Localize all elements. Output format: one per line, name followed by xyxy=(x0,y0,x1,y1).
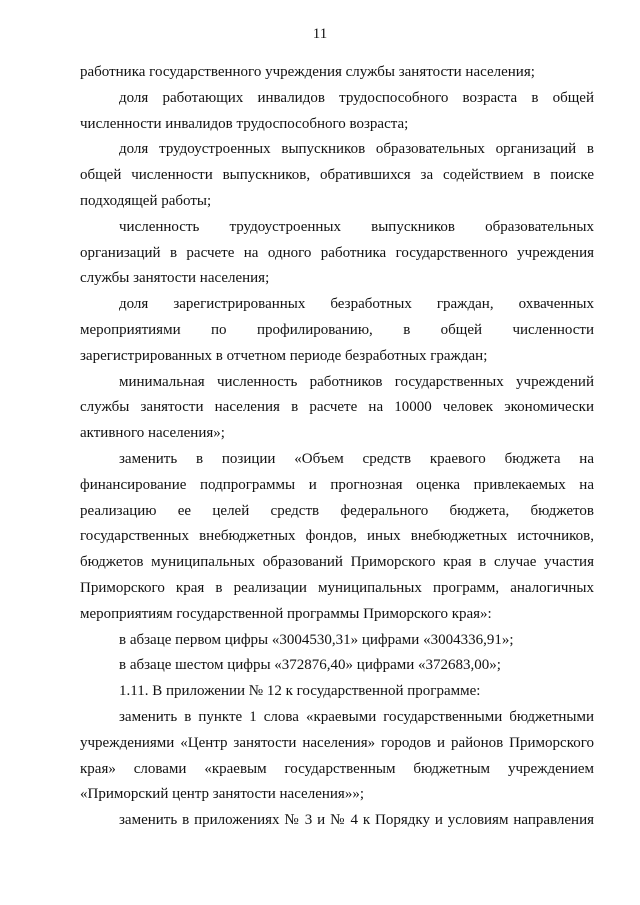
paragraph-minimum-staff: минимальная численность работников государственных учреждений службы занятости населения в расчете на 10000 человек экономически активного населения»; xyxy=(80,373,594,442)
paragraph-replace-appendices: заменить в приложениях № 3 и № 4 к Порядку и условиям направления xyxy=(119,812,594,829)
page-number: 11 xyxy=(312,26,328,42)
paragraph-sixth-indent-figures: в абзаце шестом цифры «372876,40» цифрами «372683,00»; xyxy=(119,657,501,674)
paragraph-continuation: работника государственного учреждения службы занятости населения; xyxy=(80,64,535,80)
paragraph-profiling-share: доля зарегистрированных безработных граждан, охваченных мероприятиями по профилированию, в общей численности зарегистрированных в отчетном периоде безработных граждан; xyxy=(80,296,594,364)
paragraph-disabled-employment-share: доля работающих инвалидов трудоспособного возраста в общей численности инвалидов трудоспособного возраста; xyxy=(80,89,594,132)
document-body xyxy=(80,60,594,834)
paragraph-replace-point-1: заменить в пункте 1 слова «краевыми государственными бюджетными учреждениями «Центр занятости населения» городов и районов Приморского края» словами «краевым государственным бюджетным учреждением «Приморский центр занятости населения»»; xyxy=(80,708,594,803)
paragraph-first-indent-figures: в абзаце первом цифры «3004530,31» цифрами «3004336,91»; xyxy=(119,631,514,648)
paragraph-replace-budget-position: заменить в позиции «Объем средств краевого бюджета на финансирование подпрограммы и прогнозная оценка привлекаемых на реализацию ее целей средств федерального бюджета, бюджетов государственных внебюджетных фондов, иных внебюджетных источников, бюджетов муниципальных образований Приморского края в случае участия Приморского края в реализации муниципальных программ, аналогичных мероприятиям государственной программы Приморского края»: xyxy=(80,450,594,622)
paragraph-section-1-11: 1.11. В приложении № 12 к государственной программе: xyxy=(119,683,481,700)
paragraph-graduate-employment-share: доля трудоустроенных выпускников образовательных организаций в общей численности выпускников, обратившихся за содействием в поиске подходящей работы; xyxy=(80,141,594,209)
paragraph-graduate-employment-count: численность трудоустроенных выпускников образовательных организаций в расчете на одного работника государственного учреждения службы занятости населения; xyxy=(80,218,594,287)
